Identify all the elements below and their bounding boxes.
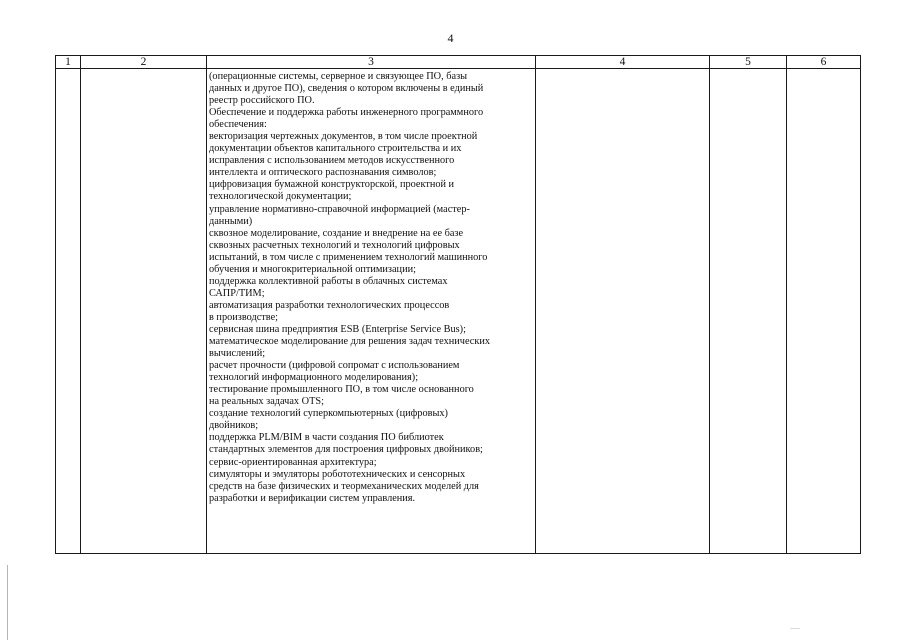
page-number: 4 xyxy=(447,31,454,45)
text-line: испытаний, в том числе с применением технологий машинного xyxy=(209,251,488,263)
document-table xyxy=(55,55,861,554)
text-line: данных и другое ПО), сведения о котором включены в единый xyxy=(209,83,484,95)
scan-corner-mark xyxy=(790,628,800,629)
text-line: сервисная шина предприятия ESB (Enterprise Service Bus); xyxy=(209,323,466,335)
cell-col-3-text xyxy=(207,69,535,505)
text-line: цифровизация бумажной конструкторской, проектной и xyxy=(209,179,455,191)
column-header-4: 4 xyxy=(536,56,710,69)
cell-col-1 xyxy=(56,69,81,554)
text-line: технологической документации; xyxy=(209,191,352,203)
text-line: векторизация чертежных документов, в том числе проектной xyxy=(209,131,478,143)
text-line: технологий информационного моделирования); xyxy=(209,372,419,384)
text-line: управление нормативно-справочной информацией (мастер- xyxy=(209,203,470,215)
cell-col-5 xyxy=(710,69,787,554)
text-line: САПР/ТИМ; xyxy=(209,287,265,299)
text-line: вычислений; xyxy=(209,348,266,360)
text-line: сквозное моделирование, создание и внедрение на ее базе xyxy=(209,227,464,239)
text-line: математическое моделирование для решения задач технических xyxy=(209,336,491,348)
scan-margin-mark xyxy=(7,565,8,640)
text-line: разработки и верификации систем управления. xyxy=(209,492,416,504)
text-line: тестирование промышленного ПО, в том числе основанного xyxy=(209,384,474,396)
text-line: сквозных расчетных технологий и технологий цифровых xyxy=(209,239,460,251)
cell-col-3 xyxy=(207,69,536,554)
text-line: стандартных элементов для построения цифровых двойников; xyxy=(209,444,483,456)
text-line: расчет прочности (цифровой сопромат с использованием xyxy=(209,360,460,372)
text-line: на реальных задачах OTS; xyxy=(209,396,324,408)
text-line: обучения и многокритериальной оптимизации; xyxy=(209,263,416,275)
text-line: реестр российского ПО. xyxy=(209,95,315,107)
text-line: интеллекта и оптического распознавания символов; xyxy=(209,167,437,179)
cell-col-2 xyxy=(81,69,207,554)
column-header-1: 1 xyxy=(56,56,81,69)
text-line: (операционные системы, серверное и связующее ПО, базы xyxy=(209,71,468,82)
text-line: симуляторы и эмуляторы робототехнических и сенсорных xyxy=(209,468,466,480)
cell-col-6 xyxy=(787,69,861,554)
text-line: обеспечения: xyxy=(209,119,267,131)
column-header-2: 2 xyxy=(81,56,207,69)
text-line: Обеспечение и поддержка работы инженерного программного xyxy=(209,107,484,119)
text-line: в производстве; xyxy=(209,311,279,323)
table-row xyxy=(56,69,861,554)
text-line: документации объектов капитального строительства и их xyxy=(209,143,462,155)
cell-col-4 xyxy=(536,69,710,554)
column-header-5: 5 xyxy=(710,56,787,69)
text-line: сервис-ориентированная архитектура; xyxy=(209,456,377,468)
text-line: поддержка коллективной работы в облачных системах xyxy=(209,275,448,287)
column-header-6: 6 xyxy=(787,56,861,69)
text-line: создание технологий суперкомпьютерных (цифровых) xyxy=(209,408,448,420)
text-line: средств на базе физических и теормеханических моделей для xyxy=(209,480,479,492)
text-line: данными) xyxy=(209,215,253,227)
text-line: исправления с использованием методов искусственного xyxy=(209,155,455,167)
column-header-3: 3 xyxy=(207,56,536,69)
text-line: автоматизация разработки технологических процессов xyxy=(209,299,450,311)
table-header-row xyxy=(56,56,861,69)
text-line: двойников; xyxy=(209,420,259,432)
text-line: поддержка PLM/BIM в части создания ПО библиотек xyxy=(209,432,444,444)
